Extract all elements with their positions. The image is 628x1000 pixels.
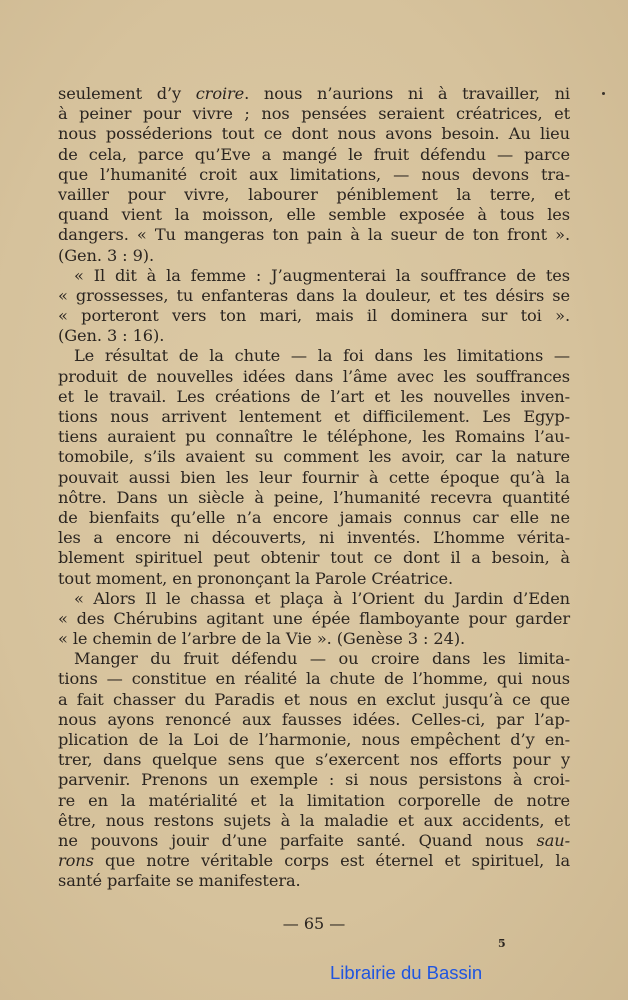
- text-segment: parvenir. Prenons un exemple : si nous persistons à croi-: [58, 770, 570, 790]
- text-segment: pouvait aussi bien les leur fournir à cette époque qu’à la: [58, 467, 570, 487]
- text-line: [58, 528, 570, 548]
- text-line: [58, 851, 570, 871]
- text-line: [58, 508, 570, 528]
- italic-text: rons: [58, 851, 94, 871]
- text-segment: « le chemin de l’arbre de la Vie ». (Genèse 3 : 24).: [58, 629, 466, 649]
- text-segment: tout moment, en prononçant la Parole Créatrice.: [58, 568, 453, 588]
- text-segment: seulement d’y: [58, 84, 196, 103]
- signature-mark: 5: [498, 937, 506, 950]
- text-segment: tions — constitue en réalité la chute de l’homme, qui nous: [58, 669, 570, 689]
- text-line: [58, 266, 570, 286]
- watermark: Librairie du Bassin: [330, 962, 483, 983]
- text-segment: « porteront vers ton mari, mais il dominera sur toi ».: [58, 306, 570, 326]
- text-line: [58, 367, 570, 387]
- text-segment: (Gen. 3 : 16).: [58, 326, 165, 346]
- text-line: [58, 246, 570, 266]
- text-segment: « Alors Il le chassa et plaça à l’Orient du Jardin d’Eden: [74, 588, 570, 608]
- text-line: [58, 831, 570, 851]
- text-line: [58, 427, 570, 447]
- text-segment: blement spirituel peut obtenir tout ce dont il a besoin, à: [58, 548, 570, 568]
- text-line: [58, 750, 570, 770]
- text-segment: plication de la Loi de l’harmonie, nous empêchent d’y en-: [58, 730, 570, 749]
- text-segment: nous ayons renoncé aux fausses idées. Celles-ci, par l’ap-: [58, 709, 570, 729]
- text-segment: trer, dans quelque sens que s’exercent nos efforts pour y: [58, 750, 570, 770]
- text-segment: dangers. « Tu mangeras ton pain à la sueur de ton front ».: [58, 225, 570, 245]
- text-line: [58, 326, 570, 346]
- text-line: [58, 447, 570, 467]
- text-line: [58, 84, 570, 104]
- body-text: [58, 84, 570, 892]
- text-segment: que notre véritable corps est éternel et spirituel, la: [93, 851, 570, 871]
- text-segment: ne pouvons jouir d’une parfaite santé. Quand nous: [58, 830, 537, 850]
- text-line: [58, 407, 570, 427]
- text-segment: nôtre. Dans un siècle à peine, l’humanité recevra quantité: [58, 487, 570, 507]
- text-line: [58, 589, 570, 609]
- text-line: [58, 629, 570, 649]
- text-line: [58, 770, 570, 790]
- text-segment: « Il dit à la femme : J’augmenterai la souffrance de tes: [74, 265, 570, 285]
- text-line: [58, 468, 570, 488]
- text-line: [58, 609, 570, 629]
- page-number: — 65 —: [282, 914, 346, 933]
- text-segment: et le travail. Les créations de l’art et les nouvelles inven-: [58, 386, 570, 406]
- text-segment: vailler pour vivre, labourer péniblement la terre, et: [58, 184, 570, 204]
- text-line: [58, 488, 570, 508]
- text-line: [58, 690, 570, 710]
- text-line: [58, 306, 570, 326]
- text-line: [58, 569, 570, 589]
- text-line: [58, 165, 570, 185]
- text-segment: Manger du fruit défendu — ou croire dans les limita-: [74, 649, 570, 669]
- text-segment: (Gen. 3 : 9).: [58, 245, 155, 265]
- text-line: [58, 710, 570, 730]
- text-segment: a fait chasser du Paradis et nous en exclut jusqu’à ce que: [58, 689, 570, 709]
- text-line: [58, 387, 570, 407]
- text-line: [58, 871, 570, 891]
- italic-text: croire: [195, 84, 245, 103]
- text-segment: nous posséderions tout ce dont nous avons besoin. Au lieu: [58, 124, 570, 144]
- text-line: [58, 548, 570, 568]
- text-segment: de cela, parce qu’Eve a mangé le fruit défendu — parce: [58, 144, 570, 164]
- text-line: [58, 811, 570, 831]
- text-segment: à peiner pour vivre ; nos pensées seraient créatrices, et: [58, 104, 570, 124]
- text-line: [58, 730, 570, 750]
- text-line: [58, 346, 570, 366]
- text-segment: les a encore ni découverts, ni inventés. L’homme vérita-: [58, 528, 570, 548]
- text-line: [58, 791, 570, 811]
- text-line: [58, 669, 570, 689]
- text-line: [58, 185, 570, 205]
- text-line: [58, 104, 570, 124]
- text-segment: tions nous arrivent lentement et difficilement. Les Egyp-: [58, 407, 570, 426]
- text-segment: quand vient la moisson, elle semble exposée à tous les: [58, 205, 570, 225]
- text-line: [58, 124, 570, 144]
- speck: [602, 92, 605, 95]
- text-line: [58, 205, 570, 225]
- text-segment: produit de nouvelles idées dans l’âme avec les souffrances: [58, 366, 570, 386]
- text-line: [58, 649, 570, 669]
- text-segment: re en la matérialité et la limitation corporelle de notre: [58, 790, 570, 810]
- text-segment: santé parfaite se manifestera.: [58, 871, 301, 891]
- italic-text: sau-: [536, 830, 570, 850]
- text-segment: « des Chérubins agitant une épée flamboyante pour garder: [58, 608, 570, 628]
- text-line: [58, 145, 570, 165]
- text-segment: . nous n’aurions ni à travailler, ni: [244, 84, 570, 103]
- text-segment: que l’humanité croit aux limitations, — nous devons tra-: [58, 164, 570, 184]
- text-segment: « grossesses, tu enfanteras dans la douleur, et tes désirs se: [58, 285, 570, 305]
- text-line: [58, 225, 570, 245]
- text-segment: être, nous restons sujets à la maladie et aux accidents, et: [58, 810, 570, 830]
- text-segment: Le résultat de la chute — la foi dans les limitations —: [74, 346, 570, 366]
- text-segment: tiens auraient pu connaître le téléphone, les Romains l’au-: [58, 427, 570, 447]
- text-segment: tomobile, s’ils avaient su comment les avoir, car la nature: [58, 447, 570, 467]
- text-line: [58, 286, 570, 306]
- text-segment: de bienfaits qu’elle n’a encore jamais connus car elle ne: [58, 507, 570, 527]
